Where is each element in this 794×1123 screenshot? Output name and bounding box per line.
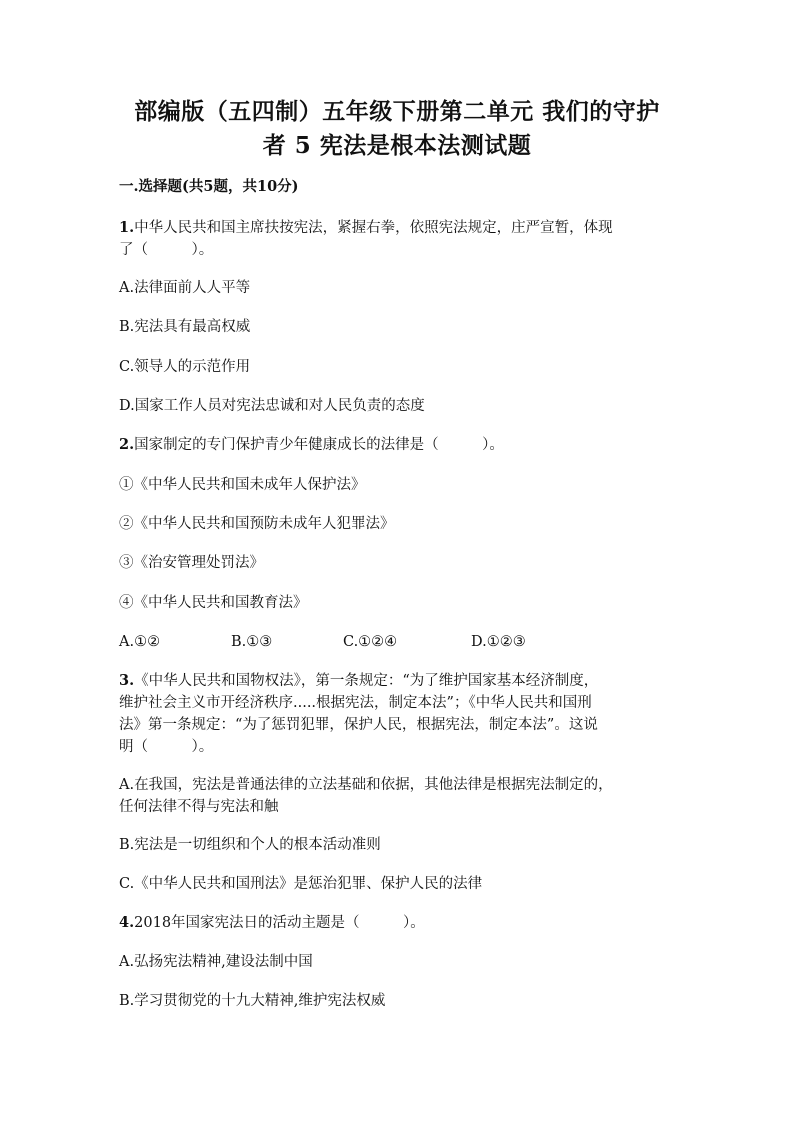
question-2-item-3: ③《治安管理处罚法》 (119, 555, 264, 571)
question-3-stem-line-2: 维护社会主义市开经济秩序.....根据宪法，制定本法”；《中华人民共和国刑 (119, 695, 592, 711)
question-2-option-a: A.①② (119, 634, 161, 650)
question-2-stem (119, 434, 679, 456)
question-1-option-c: C.领导人的示范作用 (119, 359, 251, 375)
page-title-line-2: 者 5 宪法是根本法测试题 (262, 132, 532, 159)
question-2-option-b: B.①③ (231, 634, 273, 650)
question-2-option-d: D.①②③ (471, 634, 526, 650)
question-2-item-4: ④《中华人民共和国教育法》 (119, 595, 308, 611)
question-3-stem-text: 《中华人民共和国物权法》，第一条规定：“为了维护国家基本经济制度， (134, 673, 599, 689)
question-3-stem-line-3: 法》第一条规定：“为了惩罚犯罪，保护人民，根据宪法，制定本法”。这说 (119, 717, 598, 733)
section-heading: 一.选择题(共5题，共10分) (119, 178, 299, 195)
question-3-option-a-line-2: 任何法律不得与宪法和触 (119, 799, 279, 815)
question-3-stem-line-4: 明（ ）。 (119, 739, 214, 755)
question-1-option-a: A.法律面前人人平等 (119, 280, 251, 296)
question-2-number: 2. (119, 436, 135, 453)
question-3-option-c: C.《中华人民共和国刑法》是惩治犯罪、保护人民的法律 (119, 876, 483, 892)
question-4-stem (119, 912, 679, 934)
question-2-item-1: ①《中华人民共和国未成年人保护法》 (119, 477, 366, 493)
question-1-stem-line-1 (119, 217, 679, 239)
question-3-option-b: B.宪法是一切组织和个人的根本活动准则 (119, 837, 381, 853)
question-2-stem-text: 国家制定的专门保护青少年健康成长的法律是（ ）。 (134, 437, 504, 453)
question-1-option-b: B.宪法具有最高权威 (119, 319, 251, 335)
question-1-stem-text: 中华人民共和国主席扶按宪法，紧握右拳，依照宪法规定，庄严宣暂，体现 (134, 220, 613, 236)
question-3-stem-line-1 (119, 670, 679, 692)
question-3-number: 3. (119, 672, 135, 689)
question-1-stem-line-2: 了（ ）。 (119, 242, 214, 258)
question-4-option-a: A.弘扬宪法精神,建设法制中国 (119, 954, 313, 970)
question-4-stem-text: 2018年国家宪法日的活动主题是（ ）。 (134, 915, 425, 931)
question-1-number: 1. (119, 219, 135, 236)
question-4-option-b: B.学习贯彻党的十九大精神,维护宪法权威 (119, 993, 386, 1009)
question-3-option-a-line-1: A.在我国，宪法是普通法律的立法基础和依据，其他法律是根据宪法制定的， (119, 777, 613, 793)
question-2-item-2: ②《中华人民共和国预防未成年人犯罪法》 (119, 516, 395, 532)
question-2-option-c: C.①②④ (343, 634, 398, 650)
question-4-number: 4. (119, 914, 135, 931)
question-1-option-d: D.国家工作人员对宪法忠诚和对人民负责的态度 (119, 398, 425, 414)
page-title-line-1: 部编版（五四制）五年级下册第二单元 我们的守护 (134, 98, 660, 125)
